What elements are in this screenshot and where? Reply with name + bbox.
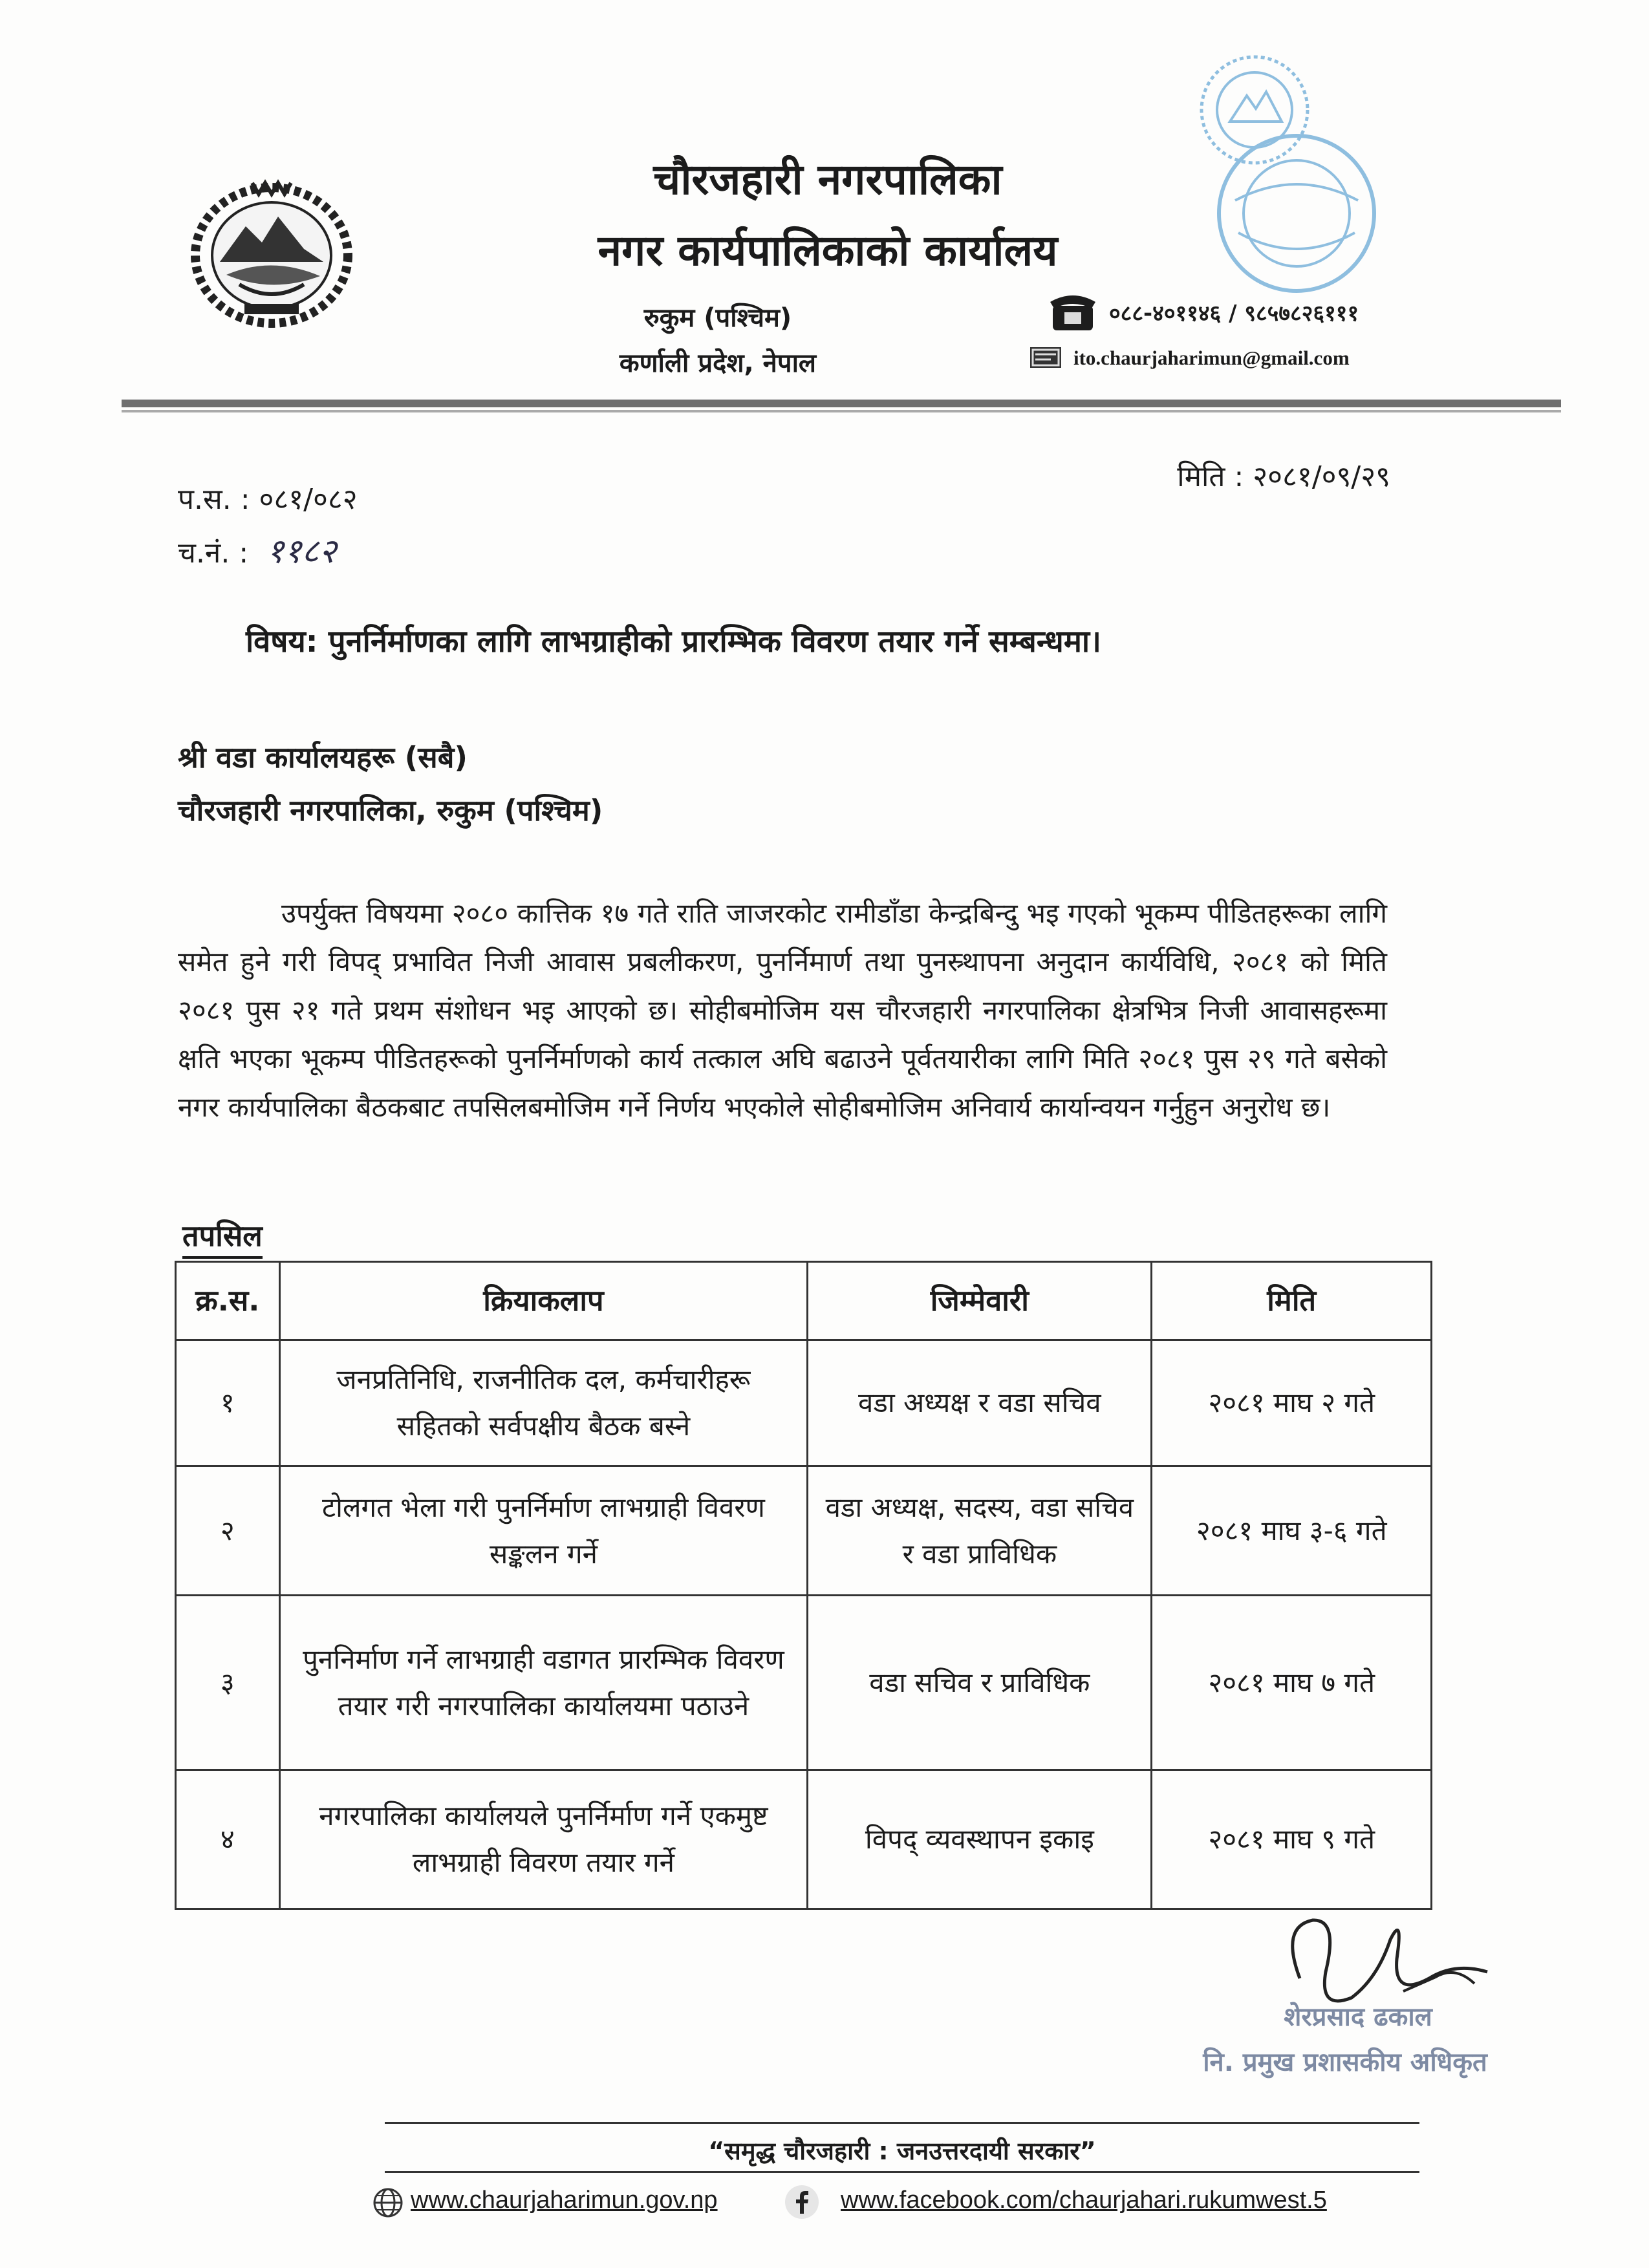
table-row	[176, 1770, 1432, 1909]
letter-date	[1099, 456, 1390, 495]
nepal-emblem-icon	[175, 165, 369, 333]
cell-activity: टोलगत भेला गरी पुनर्निर्माण लाभग्राही विवरण सङ्कलन गर्ने	[279, 1466, 808, 1596]
date-value: २०८१/०९/२९	[1253, 460, 1390, 493]
signatory-title: नि. प्रमुख प्रशासकीय अधिकृत	[1203, 2048, 1487, 2077]
cell-responsibility: वडा अध्यक्ष र वडा सचिव	[808, 1340, 1152, 1466]
ps-value: ०८१/०८२	[259, 483, 358, 516]
cell-date: २०८१ माघ ७ गते	[1152, 1596, 1432, 1770]
footer-divider-bottom	[385, 2171, 1419, 2173]
body-text: उपर्युक्त विषयमा २०८० कात्तिक १७ गते राति जाजरकोट रामीडाँडा केन्द्रबिन्दु भइ गएको भूकम्प पीडितहरूका लागि समेत हुने गरी विपद् प्रभावित निजी आवास प्रबलीकरण, पुनर्निमार्ण तथा पुनस्र्थापना अनुदान कार्यविधि, २०८१ को मिति २०८१ पुस २१ गते प्रथम संशोधन भइ आएको छ। सोहीबमोजिम यस चौरजहारी नगरपालिका क्षेत्रभित्र निजी आवासहरूमा क्षति भएका भूकम्प पीडितहरूको पुनर्निर्माणको कार्य तत्काल अघि बढाउने पूर्वतयारीका लागि मिति २०८१ पुस २९ गते बसेको नगर कार्यपालिका बैठकबाट तपसिलबमोजिम गर्ने निर्णय भएकोले सोहीबमोजिम अनिवार्य कार्यान्वयन गर्नुहुन अनुरोध छ।	[178, 897, 1387, 1123]
cell-serial: २	[176, 1466, 280, 1596]
email-address: ito.chaurjaharimun@gmail.com	[1073, 347, 1350, 369]
cn-value-handwritten: ११८२	[266, 532, 337, 571]
cell-serial: ३	[176, 1596, 280, 1770]
header-divider	[122, 400, 1561, 407]
addressee-line-2: चौरजहारी नगरपालिका, रुकुम (पश्चिम)	[178, 793, 603, 828]
facebook-link[interactable]: www.facebook.com/chaurjahari.rukumwest.5	[841, 2187, 1327, 2214]
fiscal-year-reference	[178, 478, 358, 517]
header-serial: क्र.स.	[176, 1262, 280, 1340]
activity-schedule-table	[175, 1261, 1432, 1910]
table-row	[176, 1466, 1432, 1596]
cell-responsibility: विपद् व्यवस्थापन इकाइ	[808, 1770, 1152, 1909]
cn-label: च.नं. :	[178, 537, 249, 570]
phone-numbers: ०८८-४०११४६ / ९८५७८२६१११	[1109, 301, 1359, 326]
date-label: मिति :	[1177, 460, 1244, 493]
table-row	[176, 1596, 1432, 1770]
cell-activity: जनप्रतिनिधि, राजनीतिक दल, कर्मचारीहरू सहितको सर्वपक्षीय बैठक बस्ने	[279, 1340, 808, 1466]
signatory-name: शेरप्रसाद ढकाल	[1284, 2002, 1432, 2032]
globe-icon	[372, 2187, 404, 2219]
cell-date: २०८१ माघ २ गते	[1152, 1340, 1432, 1466]
organization-name: चौरजहारी नगरपालिका	[653, 155, 1002, 204]
cell-serial: १	[176, 1340, 280, 1466]
email-icon	[1029, 347, 1062, 369]
office-seal-stamp	[1158, 39, 1390, 297]
letter-body	[178, 889, 1387, 1131]
footer-divider-top	[385, 2122, 1419, 2124]
header-date: मिति	[1152, 1262, 1432, 1340]
header-divider-thin	[122, 410, 1561, 412]
province-name: कर्णाली प्रदेश, नेपाल	[619, 348, 817, 378]
dispatch-number	[178, 527, 336, 573]
addressee-line-1: श्री वडा कार्यालयहरू (सबै)	[178, 740, 468, 775]
cell-activity: पुननिर्माण गर्ने लाभग्राही वडागत प्रारम्भिक विवरण तयार गरी नगरपालिका कार्यालयमा पठाउने	[279, 1596, 808, 1770]
ps-label: प.स. :	[178, 483, 250, 516]
cell-date: २०८१ माघ ९ गते	[1152, 1770, 1432, 1909]
telephone-icon	[1048, 288, 1098, 333]
cell-serial: ४	[176, 1770, 280, 1909]
office-name: नगर कार्यपालिकाको कार्यालय	[598, 226, 1058, 275]
cell-date: २०८१ माघ ३-६ गते	[1152, 1466, 1432, 1596]
cell-responsibility: वडा अध्यक्ष, सदस्य, वडा सचिव र वडा प्राविधिक	[808, 1466, 1152, 1596]
header-activity: क्रियाकलाप	[279, 1262, 808, 1340]
cell-activity: नगरपालिका कार्यालयले पुनर्निर्माण गर्ने एकमुष्ट लाभग्राही विवरण तयार गर्ने	[279, 1770, 808, 1909]
header-responsibility: जिम्मेवारी	[808, 1262, 1152, 1340]
municipal-motto: “समृद्ध चौरजहारी : जनउत्तरदायी सरकार”	[708, 2137, 1096, 2165]
table-row	[176, 1340, 1432, 1466]
details-heading: तपसिल	[182, 1215, 263, 1259]
table-header-row	[176, 1262, 1432, 1340]
cell-responsibility: वडा सचिव र प्राविधिक	[808, 1596, 1152, 1770]
website-link[interactable]: www.chaurjaharimun.gov.np	[411, 2187, 718, 2214]
facebook-icon	[784, 2184, 820, 2220]
district-name: रुकुम (पश्चिम)	[643, 303, 792, 333]
letter-subject: विषय: पुनर्निर्माणका लागि लाभग्राहीको प्रारम्भिक विवरण तयार गर्ने सम्बन्धमा।	[246, 624, 1101, 659]
